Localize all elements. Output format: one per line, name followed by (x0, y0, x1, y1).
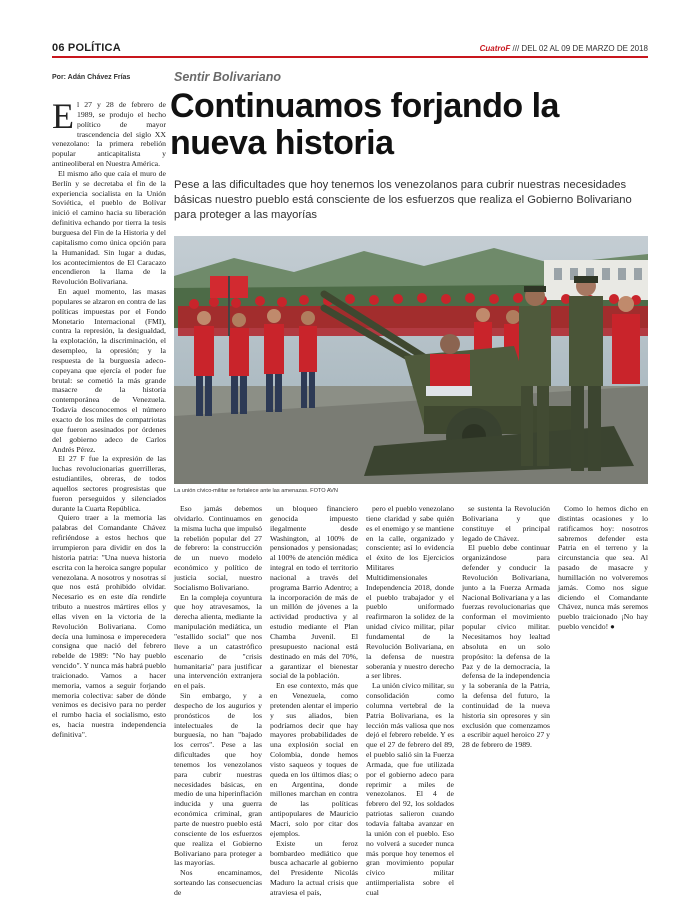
issue-info (480, 44, 648, 53)
paragraph: El 27 F fue la expresión de las luchas revolucionarias guerrilleras, estudiantiles, obreras, de todos aquellos sectores progresistas que fueron perseguidos y silenciados durante la Cuarta República. (52, 454, 166, 513)
issue-date: /// DEL 02 AL 09 DE MARZO DE 2018 (512, 44, 648, 53)
paragraph: En la compleja coyuntura que hoy atravesamos, la derecha alienta, mediante la manipulación mediática, un "estallido social" que nos lleve a un catastrófico escenario de "crisis humanitaria" para justificar una intervención extranjera en el país. (174, 592, 262, 691)
photo-caption: La unión cívico-militar se fortalece ante las amenazas. FOTO AVN (174, 488, 338, 494)
paragraph: un bloqueo financiero genocida impuesto ilegalmente desde Washington, al 100% de pensionados y pensionadas; al 100% de atención médica integral en todo el territorio nacional a través del programa Barrio Adentro; a la incorporación de más de un millón de jóvenes a la actividad productiva y al estudio mediante el Plan Chamba Juvenil. El presupuesto nacional está destinado en más del 70%, a garantizar el bienestar social de la población. (270, 504, 358, 681)
paragraph: Eso jamás debemos olvidarlo. Continuamos en la misma lucha que impulsó la rebelión popular del 27 de febrero: la construcción de un nuevo modelo económico y político de justicia social, nuestro Socialismo Bolivariano. (174, 504, 262, 592)
paragraph: Quiero traer a la memoria las palabras del Comandante Chávez refiriéndose a estos hechos que irrumpieron para dividir en dos la historia patria: "Una nueva historia escrita con la heroica sangre popular venezolana. A nosotros y nosotras sí que nos está prohibido olvidar. Necesario es en este día rendirle tributo a nuestros mártires ellos y ellas viven en la victoria de la Revolución Bolivariana. Como decía una luminosa e imperecedera consigna que nació del febrero rebelde de 1989: "No hay pueblo vencido". Y nunca más habrá pueblo traicionado. Vamos a hacer memoria, vamos a seguir forjando memoria colectiva: saber de dónde venimos es decisivo para no perder el rumbo hacia el socialismo, esto es, hacia nuestra independencia definitiva". (52, 513, 166, 739)
header-rule (52, 56, 648, 58)
paragraph: pero el pueblo venezolano tiene claridad y sabe quién es el enemigo y se mantiene en la calle, organizado y consciente; así lo evidencia el éxito de los Ejercicios Militares Multidimensionales Independencia 2018, donde el pueblo trabajador y el pueblo uniformado reafirmaron la solidez de la unidad cívico militar, pilar fundamental de la Revolución Bolivariana, en la defensa de nuestra soberanía y nuestro derecho a ser libres. (366, 504, 454, 681)
paragraph: l 27 y 28 de febrero de 1989, se produjo el hecho político de mayor trascendencia del siglo XX venezolano: la primera rebelión popular anticapitalista y antineoliberal en Nuestra América. (52, 100, 166, 169)
article-column-6 (558, 504, 648, 632)
kicker: Sentir Bolivariano (174, 70, 281, 84)
paragraph: se sustenta la Revolución Bolivariana y que constituye el principal legado de Chávez. (462, 504, 550, 543)
paragraph: El pueblo debe continuar organizándose para defender y conducir la Revolución Bolivariana, junto a la Fuerza Armada Nacional Bolivariana y a las fuerzas revolucionarias que conforman el movimiento popular cívico militar. Necesitamos hoy lealtad absoluta en un solo propósito: la defensa de la Paz y de la democracia, la defensa de la independencia y la soberanía de la Patria, la defensa del futuro, la continuidad de la nueva historia sin opresores y sin exclusión que comenzamos a escribir aquel heroico 27 y 28 de febrero de 1989. (462, 543, 551, 750)
paragraph: Como lo hemos dicho en distintas ocasiones y lo ratificamos hoy: nosotros sabremos defender esta Patria en el terreno y la circunstancia que sea. Al pasado de masacre y humillación no volveremos jamás. Como nos sigue diciendo el Comandante Chávez, nunca más seremos pueblo traicionado ¡No hay pueblo vencido! ● (558, 504, 648, 632)
section-name: POLÍTICA (67, 42, 121, 54)
byline: Por: Adán Chávez Frías (52, 74, 131, 81)
drop-cap: E (52, 96, 74, 136)
paragraph: Existe un feroz bombardeo mediático que busca achacarle al gobierno del Presidente Nicolás Maduro la actual crisis que atraviesa el país, (270, 838, 358, 897)
article-column-3 (270, 504, 358, 898)
page-number: 06 (52, 42, 65, 54)
paragraph: Nos encaminamos, sorteando las consecuencias de (174, 868, 262, 897)
article-photo (174, 236, 648, 484)
article-column-2 (174, 504, 262, 898)
paragraph: El mismo año que caía el muro de Berlín y se decretaba el fin de la experiencia socialista en la Unión Soviética, el pueblo de Bolívar inició el camino hacia su liberación definitiva echando por tierra la tesis burguesa del Fin de la Historia y del capitalismo como única opción para la Humanidad. Sin lugar a dudas, los acontecimientos de El Caracazo encendieron la llama de la Revolución Bolivariana. (52, 168, 166, 287)
brand-logo: CuatroF (479, 44, 511, 53)
paragraph: En aquel momento, las masas populares se alzaron en contra de las políticas impuestas por el Fondo Monetario Internacional (FMI), contra la represión, la desigualdad, la explotación, la discriminación, el desempleo, la opresión; y la respuesta de la burguesía adeco-copeyana que ejercía el poder fue brutal: se cometió la más grande masacre de la historia contemporánea de Venezuela. Todavía desconocemos el número exacto de los miles de compatriotas que fueron asesinados por órdenes del gobierno adeco de Carlos Andrés Pérez. (52, 287, 166, 454)
paragraph: En ese contexto, más que en Venezuela, como pretenden alentar el imperio y sus aliados, bien podríamos decir que hay mayores probabilidades de una explosión social en Colombia, donde hemos visto saqueos y toques de queda en los últimos días; o en Argentina, donde millones marchan en contra de las políticas antipopulares de Mauricio Macri, solo por citar dos ejemplos. (270, 681, 358, 838)
headline: Continuamos forjando la nueva historia (170, 87, 559, 162)
paragraph: La unión cívico militar, su consolidación como columna vertebral de la Patria Bolivariana, es la lección más valiosa que nos dejó el febrero rebelde. Y es que el 27 de febrero del 89, el pueblo salió sin la Fuerza Armada, que fue utilizada por el gobierno adeco para reprimir a miles de venezolanos. El 4 de febrero del 92, los soldados patriotas salieron cuando todavía faltaba avanzar en la unión con el pueblo. Eso no volverá a suceder nunca más porque hoy tenemos el gran movimiento popular cívico militar antiimperialista sobre el cual (366, 681, 454, 897)
article-column-4 (366, 504, 454, 898)
article-column-5 (462, 504, 550, 750)
section-label (52, 42, 121, 54)
article-column-1 (52, 96, 166, 740)
subhead: Pese a las dificultades que hoy tenemos los venezolanos para cubrir nuestras necesidades básicas nuestro pueblo está consciente de los esfuerzos que realiza el Gobierno Bolivariano para proteger a las mayorías (174, 179, 632, 221)
photo-illustration (174, 236, 648, 484)
paragraph: Sin embargo, y a despecho de los augurios y pronósticos de los intelectuales de la burguesía, no han "bajado los cerros". Pese a las dificultades que hoy tenemos los venezolanos para cubrir nuestras necesidades básicas, en medio de una hiperinflación inducida y una guerra económica criminal, gran parte de nuestro pueblo está consciente de los esfuerzos que realiza el Gobierno Bolivariano para proteger a las mayorías. (174, 691, 262, 868)
